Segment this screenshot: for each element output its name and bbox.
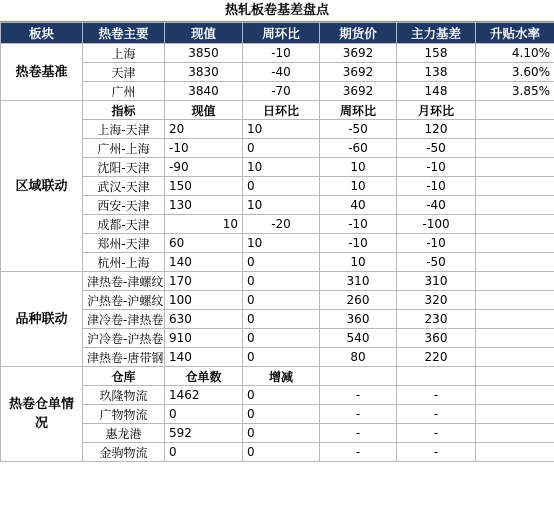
table-row [1, 82, 554, 101]
empty-cell [476, 253, 554, 272]
cell: 320 [397, 291, 476, 310]
cell: -90 [165, 158, 243, 177]
cell: 0 [243, 310, 320, 329]
empty-cell [476, 291, 554, 310]
cell: 150 [165, 177, 243, 196]
section-label-warehouse: 热卷仓单情况 [1, 367, 83, 462]
cell: 40 [320, 196, 397, 215]
cell: 上海 [83, 44, 165, 63]
cell: 津冷卷-津热卷 [83, 310, 165, 329]
cell: -60 [320, 139, 397, 158]
table-row [1, 120, 554, 139]
empty-cell [476, 367, 554, 386]
subheader-cell: 增减 [243, 367, 320, 386]
cell: 10 [243, 158, 320, 177]
cell: 广物物流 [83, 405, 165, 424]
table-row [1, 215, 554, 234]
cell: 138 [397, 63, 476, 82]
cell: - [397, 405, 476, 424]
cell: 0 [243, 177, 320, 196]
header-row [1, 23, 554, 44]
cell: 广州 [83, 82, 165, 101]
cell: - [397, 386, 476, 405]
cell: - [320, 424, 397, 443]
cell: 3692 [320, 63, 397, 82]
table-row [1, 177, 554, 196]
cell: 10 [320, 177, 397, 196]
section-label-variety: 品种联动 [1, 272, 83, 367]
header-cell: 升贴水率 [476, 23, 554, 44]
section-label-region: 区域联动 [1, 101, 83, 272]
empty-cell [476, 443, 554, 462]
cell: 148 [397, 82, 476, 101]
cell: 津热卷-津螺纹 [83, 272, 165, 291]
cell: -10 [243, 44, 320, 63]
table-row [1, 253, 554, 272]
cell: 140 [165, 253, 243, 272]
cell: 武汉-天津 [83, 177, 165, 196]
header-cell: 现值 [165, 23, 243, 44]
table-row [1, 158, 554, 177]
empty-cell [476, 424, 554, 443]
cell: 天津 [83, 63, 165, 82]
cell: 玖隆物流 [83, 386, 165, 405]
table-row [1, 291, 554, 310]
cell: 10 [320, 158, 397, 177]
table-row [1, 310, 554, 329]
table-row [1, 424, 554, 443]
cell: -10 [397, 177, 476, 196]
cell: 4.10% [476, 44, 554, 63]
subheader-cell: 月环比 [397, 101, 476, 120]
subheader-cell: 仓库 [83, 367, 165, 386]
cell: -40 [243, 63, 320, 82]
header-cell: 热卷主要 [83, 23, 165, 44]
cell: 0 [243, 291, 320, 310]
cell: - [320, 386, 397, 405]
cell: 上海-天津 [83, 120, 165, 139]
table-row [1, 196, 554, 215]
cell: -10 [397, 158, 476, 177]
subheader-row [1, 367, 554, 386]
cell: 3.85% [476, 82, 554, 101]
cell: 西安-天津 [83, 196, 165, 215]
cell: 沪热卷-沪螺纹 [83, 291, 165, 310]
cell: 0 [243, 139, 320, 158]
cell: 成都-天津 [83, 215, 165, 234]
cell: 100 [165, 291, 243, 310]
cell: 津热卷-唐带钢 [83, 348, 165, 367]
cell: 沈阳-天津 [83, 158, 165, 177]
cell: 广州-上海 [83, 139, 165, 158]
cell: 0 [243, 272, 320, 291]
cell: 0 [243, 443, 320, 462]
cell: 20 [165, 120, 243, 139]
table-row [1, 386, 554, 405]
sheet-title: 热轧板卷基差盘点 [0, 0, 554, 22]
table-row [1, 405, 554, 424]
cell: 3840 [165, 82, 243, 101]
cell: 260 [320, 291, 397, 310]
cell: 惠龙港 [83, 424, 165, 443]
cell: 3.60% [476, 63, 554, 82]
table-row [1, 329, 554, 348]
empty-cell [476, 348, 554, 367]
cell: -70 [243, 82, 320, 101]
cell: 10 [320, 253, 397, 272]
cell: 10 [165, 215, 243, 234]
cell: 360 [397, 329, 476, 348]
subheader-cell: 指标 [83, 101, 165, 120]
cell: 10 [243, 234, 320, 253]
cell: -100 [397, 215, 476, 234]
cell: 592 [165, 424, 243, 443]
cell: 80 [320, 348, 397, 367]
table-row [1, 272, 554, 291]
cell: 0 [243, 424, 320, 443]
header-cell: 主力基差 [397, 23, 476, 44]
empty-cell [476, 177, 554, 196]
subheader-cell: 周环比 [320, 101, 397, 120]
cell: 10 [243, 196, 320, 215]
cell: 金驹物流 [83, 443, 165, 462]
header-cell: 周环比 [243, 23, 320, 44]
cell: 170 [165, 272, 243, 291]
empty-cell [476, 272, 554, 291]
cell: - [320, 443, 397, 462]
cell: 郑州-天津 [83, 234, 165, 253]
table-row [1, 348, 554, 367]
cell: 3850 [165, 44, 243, 63]
table-row [1, 44, 554, 63]
cell: 0 [243, 329, 320, 348]
subheader-cell: 日环比 [243, 101, 320, 120]
cell: 310 [397, 272, 476, 291]
section-label-basis: 热卷基准 [1, 44, 83, 101]
cell: 60 [165, 234, 243, 253]
empty-cell [476, 196, 554, 215]
cell: 3692 [320, 82, 397, 101]
header-cell: 板块 [1, 23, 83, 44]
cell: 230 [397, 310, 476, 329]
cell: 1462 [165, 386, 243, 405]
cell: 沪冷卷-沪热卷 [83, 329, 165, 348]
table-row [1, 443, 554, 462]
cell: -10 [320, 234, 397, 253]
table-row [1, 139, 554, 158]
cell: 0 [243, 405, 320, 424]
cell: 10 [243, 120, 320, 139]
cell: -10 [165, 139, 243, 158]
cell: - [397, 424, 476, 443]
cell: 0 [243, 253, 320, 272]
cell: 0 [243, 386, 320, 405]
cell: -10 [320, 215, 397, 234]
cell: -50 [397, 253, 476, 272]
cell: 0 [165, 443, 243, 462]
cell: 360 [320, 310, 397, 329]
cell: 158 [397, 44, 476, 63]
cell: 0 [243, 348, 320, 367]
cell: 630 [165, 310, 243, 329]
cell: - [397, 443, 476, 462]
table-row [1, 63, 554, 82]
subheader-cell: 现值 [165, 101, 243, 120]
cell: -40 [397, 196, 476, 215]
basis-table [0, 22, 554, 462]
subheader-cell: 仓单数 [165, 367, 243, 386]
empty-cell [476, 310, 554, 329]
cell: 220 [397, 348, 476, 367]
cell: -50 [320, 120, 397, 139]
empty-cell [476, 158, 554, 177]
empty-cell [476, 120, 554, 139]
empty-cell [476, 101, 554, 120]
cell: -10 [397, 234, 476, 253]
cell: 120 [397, 120, 476, 139]
cell: 140 [165, 348, 243, 367]
subheader-row [1, 101, 554, 120]
cell: -50 [397, 139, 476, 158]
cell: 3830 [165, 63, 243, 82]
empty-cell [476, 139, 554, 158]
cell: - [320, 405, 397, 424]
header-cell: 期货价 [320, 23, 397, 44]
cell: -20 [243, 215, 320, 234]
cell: 130 [165, 196, 243, 215]
cell: 杭州-上海 [83, 253, 165, 272]
empty-cell [476, 215, 554, 234]
cell: 540 [320, 329, 397, 348]
table-row [1, 234, 554, 253]
empty-cell [476, 386, 554, 405]
empty-cell [476, 405, 554, 424]
empty-cell [320, 367, 397, 386]
empty-cell [476, 329, 554, 348]
cell: 0 [165, 405, 243, 424]
cell: 910 [165, 329, 243, 348]
cell: 310 [320, 272, 397, 291]
empty-cell [397, 367, 476, 386]
empty-cell [476, 234, 554, 253]
cell: 3692 [320, 44, 397, 63]
